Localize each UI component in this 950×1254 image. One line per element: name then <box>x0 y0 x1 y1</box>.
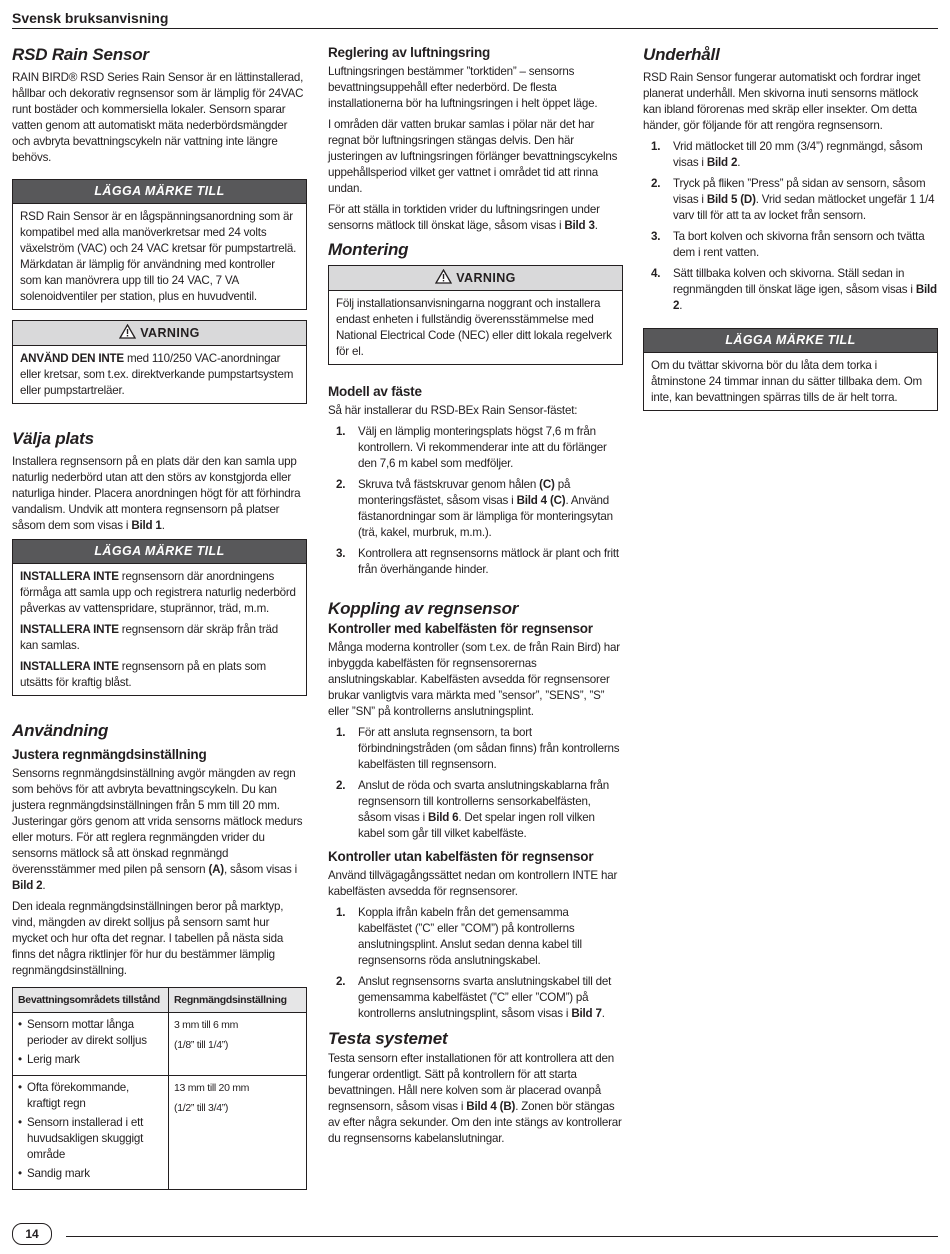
modell-intro: Så här installerar du RSD-BEx Rain Sensor-fästet: <box>328 404 578 417</box>
list-item: 1. Välj en lämplig monteringsplats högst 7,6 m från kontrollern. Vi rekommenderar inte att du förlänger den 7,6 m kabel som medföljer. <box>336 425 607 470</box>
warning-box-1 <box>12 320 307 404</box>
kontroller-utan-text: Använd tillvägagångssättet nedan om kontrollern INTE har kabelfästen avsedda för regnsensorer. <box>328 869 618 898</box>
column-1 <box>12 44 307 1190</box>
figure-ref: Bild 1 <box>131 519 162 532</box>
warning-box-1-label: VARNING <box>140 326 200 340</box>
note-box-1-heading: LÄGGA MÄRKE TILL <box>13 180 306 204</box>
list-item: 1. Vrid mätlocket till 20 mm (3/4”) regnmängd, såsom visas i Bild 2. <box>651 140 923 169</box>
table-setting-inches: (1/2” till 3/4”) <box>174 1102 229 1114</box>
koppling-title: Koppling av regnsensor <box>328 599 519 618</box>
warning-box-2-heading <box>329 266 622 291</box>
note-box-2-heading: LÄGGA MÄRKE TILL <box>13 540 306 564</box>
testa-title: Testa systemet <box>328 1029 448 1048</box>
warning-triangle-icon <box>435 269 452 284</box>
valja-plats-title: Välja plats <box>12 429 94 448</box>
valja-plats-text: Installera regnsensorn på en plats där den kan samla upp naturlig nederbörd utan att den störs av konstgjorda eller naturliga hinder. Placera anordningen högt för att förhindra vandalism. Undvik att montera regnsensorn på platser såsom dem som visas i Bild 1. <box>12 455 301 532</box>
warning-box-2-label: VARNING <box>456 271 516 285</box>
list-item: 3. Ta bort kolven och skivorna från sensorn och tvätta dem i rent vatten. <box>651 230 925 259</box>
rsd-intro: RAIN BIRD® RSD Series Rain Sensor är en lättinstallerad, hållbar och dekorativ regnsensor som är lämplig för 24VAC runt bostäder och kommersiella lokaler. Sensorn sparar vatten genom att automatiskt mäta nederbördsmängder och avbryta bevattningscykeln när vattning inte längre behövs. <box>12 71 304 164</box>
warning-box-2-text: Följ installationsanvisningarna noggrant och installera endast enheten i fullständig överensstämmelse med National Electrical Code (NEC) eller ditt lokala regelverk för el. <box>336 297 612 358</box>
header-title: Svensk bruksanvisning <box>12 10 169 26</box>
rain-setting-table <box>12 987 307 1190</box>
warning-box-1-text: med 110/250 VAC-anordningar eller kretsar, som t.ex. direktverkande pumpstartsystem eller pumpstartreläer. <box>20 352 294 397</box>
warning-triangle-icon <box>119 324 136 339</box>
testa-text: Testa sensorn efter installationen för att kontrollera att den fungerar ordentligt. Sätt på kontrollern för att starta bevattningen. Håll nere kolven som är placerad ovanpå regnsensorn, såsom visas i Bild 4 (B). Zonen bör stängas av efter några sekunder. Om den inte stängs av kontrollerar du regnsensorns kabelanslutningar. <box>328 1052 622 1145</box>
table-header: Regnmängdsinställning <box>169 988 307 1013</box>
rsd-title: RSD Rain Sensor <box>12 45 149 64</box>
footer-rule <box>66 1236 938 1237</box>
list-item: 1. För att ansluta regnsensorn, ta bort förbindningstråden (om sådan finns) från kontrollerns kabelfästen till regnsensorn. <box>336 726 620 771</box>
kontroller-med-list <box>328 725 623 842</box>
note-box-2 <box>12 539 307 696</box>
modell-title: Modell av fäste <box>328 384 422 399</box>
note-box-2-item: INSTALLERA INTE regnsensorn där skräp från träd kan samlas. <box>20 623 278 652</box>
table-condition: • Ofta förekommande, kraftigt regn <box>18 1080 163 1112</box>
list-item: 2. Skruva två fästskruvar genom hålen (C) på monteringsfästet, såsom visas i Bild 4 (C). Använd fästanordningar som är lämpliga för monteringsytan (trä, kakel, murbruk, m.m.). <box>336 478 613 539</box>
note-box-3 <box>643 328 938 411</box>
table-condition: • Sandig mark <box>18 1166 163 1182</box>
warning-box-1-bold: ANVÄND DEN INTE <box>20 352 124 365</box>
kontroller-med-text: Många moderna kontroller (som t.ex. de från Rain Bird) har inbyggda kabelfästen för regnsensorernas anslutningskablar. Kabelfästen avsedda för regnsensorer brukar vanligtvis vara märkta med ”sensor”, ”SENS”, ”S” eller ”SN” på kontrollerns anslutningsplint. <box>328 641 620 718</box>
column-3 <box>643 44 938 421</box>
list-item: 1. Koppla ifrån kabeln från det gemensamma kabelfästet (”C” eller ”COM”) på kontrollerns anslutningsplint. Anslut sedan denna kabel till regnsensorns röda anslutningskabel. <box>336 906 582 967</box>
warning-box-2 <box>328 265 623 365</box>
note-box-2-item: INSTALLERA INTE regnsensorn på en plats som utsätts för kraftig blåst. <box>20 660 266 689</box>
modell-list <box>328 424 623 578</box>
table-row <box>13 1076 307 1190</box>
montering-title: Montering <box>328 240 409 259</box>
underhall-list <box>643 139 938 314</box>
justera-title: Justera regnmängdsinställning <box>12 747 207 762</box>
reglering-p2: I områden där vatten brukar samlas i pölar när det har regnat bör luftningsringen stängas delvis. Den här justeringen av luftningsringen förlänger bevattningscykelns uppehållsperiod vilket ger vattnet i området tid att rinna undan. <box>328 118 618 195</box>
list-item: 2. Anslut regnsensorns svarta anslutningskabel till det gemensamma kabelfästet (”C” eller ”COM”) på kontrollerns anslutningsplint, såsom visas i Bild 7. <box>336 975 612 1020</box>
table-setting: 3 mm till 6 mm <box>174 1019 239 1031</box>
note-box-1 <box>12 179 307 310</box>
list-item: 2. Anslut de röda och svarta anslutningskablarna från regnsensorn till kontrollerns sensorkabelfästen, såsom visas i Bild 6. Det spelar ingen roll vilken kabel som går till vilket kabelfäste. <box>336 779 610 840</box>
note-box-2-item: INSTALLERA INTE regnsensorn där anordningens förmåga att samla upp och registrera naturlig nederbörd påverkas av vattenspridare, stuprännor, träd, m.m. <box>20 570 296 615</box>
underhall-title: Underhåll <box>643 45 720 64</box>
list-item: 3. Kontrollera att regnsensorns mätlock är plant och fritt från överhängande hinder. <box>336 547 619 576</box>
kontroller-med-title: Kontroller med kabelfästen för regnsensor <box>328 621 593 636</box>
reglering-p1: Luftningsringen bestämmer ”torktiden” – sensorns bevattningsuppehåll efter nederbörd. De flesta installationerna bör ha luftningsringen i helt öppet läge. <box>328 65 598 110</box>
warning-box-1-heading <box>13 321 306 346</box>
underhall-text: RSD Rain Sensor fungerar automatiskt och fordrar inget planerat underhåll. Men skivorna inuti sensorns mätlock kan ibland förorenas med skräp eller insekter. Om detta händer, gör följande för att rengöra regnsensorn. <box>643 71 921 132</box>
ideal-text: Den ideala regnmängdsinställningen beror på marktyp, vind, mängden av direkt solljus på sensorn samt hur mycket och hur ofta det regnar. I tabellen på nästa sida finns det några riktlinjer för hur du bestämmer lämplig regnmängdsinställning. <box>12 900 284 977</box>
page-header <box>12 10 938 29</box>
table-row <box>13 1013 307 1076</box>
table-setting: 13 mm till 20 mm <box>174 1082 250 1094</box>
kontroller-utan-title: Kontroller utan kabelfästen för regnsensor <box>328 849 594 864</box>
reglering-title: Reglering av luftningsring <box>328 45 491 60</box>
page-number: 14 <box>12 1223 52 1245</box>
anvandning-title: Användning <box>12 721 109 740</box>
kontroller-utan-list <box>328 905 623 1022</box>
justera-text: Sensorns regnmängdsinställning avgör mängden av regn som behövs för att avbryta bevattningscykeln. Du kan justera regnmängdsinställningen från 5 mm till 20 mm. Justeringar görs genom att vrida sensorns mätlock medurs eller moturs. För att reglera regnmängden vrider du sensorns mätlock så att önskad regnmängd överensstämmer med pilen på sensorn (A), såsom visas i Bild 2. <box>12 767 303 892</box>
reglering-p3: För att ställa in torktiden vrider du luftningsringen under sensorns mätlock till önskat läge, såsom visas i Bild 3. <box>328 203 600 232</box>
note-box-3-text: Om du tvättar skivorna bör du låta dem torka i åtminstone 24 timmar innan du sätter tillbaka dem. Om inte, kan bevattningen spärras tills de är helt torra. <box>651 359 922 404</box>
table-header: Bevattningsområdets tillstånd <box>13 988 169 1013</box>
table-condition: • Sensorn mottar långa perioder av direkt solljus <box>18 1017 163 1049</box>
list-item: 2. Tryck på fliken ”Press” på sidan av sensorn, såsom visas i Bild 5 (D). Vrid sedan mätlocket ungefär 1 1/4 varv till för att ta av locket från sensorn. <box>651 177 935 222</box>
table-condition: • Sensorn installerad i ett huvudsakligen skuggigt område <box>18 1115 163 1163</box>
note-box-3-heading: LÄGGA MÄRKE TILL <box>644 329 937 353</box>
list-item: 4. Sätt tillbaka kolven och skivorna. Ställ sedan in regnmängden till önskat läge igen, såsom visas i Bild 2. <box>651 267 937 312</box>
column-2 <box>328 44 623 1152</box>
note-box-1-text: RSD Rain Sensor är en lågspänningsanordning som är kompatibel med alla manöverkretsar med 24 volts växelström (VAC) och 24 VAC kretsar för pumpstartrelä. Märkdatan är lämplig för användning med kontroller som kan manövrera upp till tio 24 VAC, 7 VA solenoidventiler per station, plus en huvudventil. <box>20 210 297 303</box>
table-setting-inches: (1/8” till 1/4”) <box>174 1039 229 1051</box>
table-condition: • Lerig mark <box>18 1052 163 1068</box>
